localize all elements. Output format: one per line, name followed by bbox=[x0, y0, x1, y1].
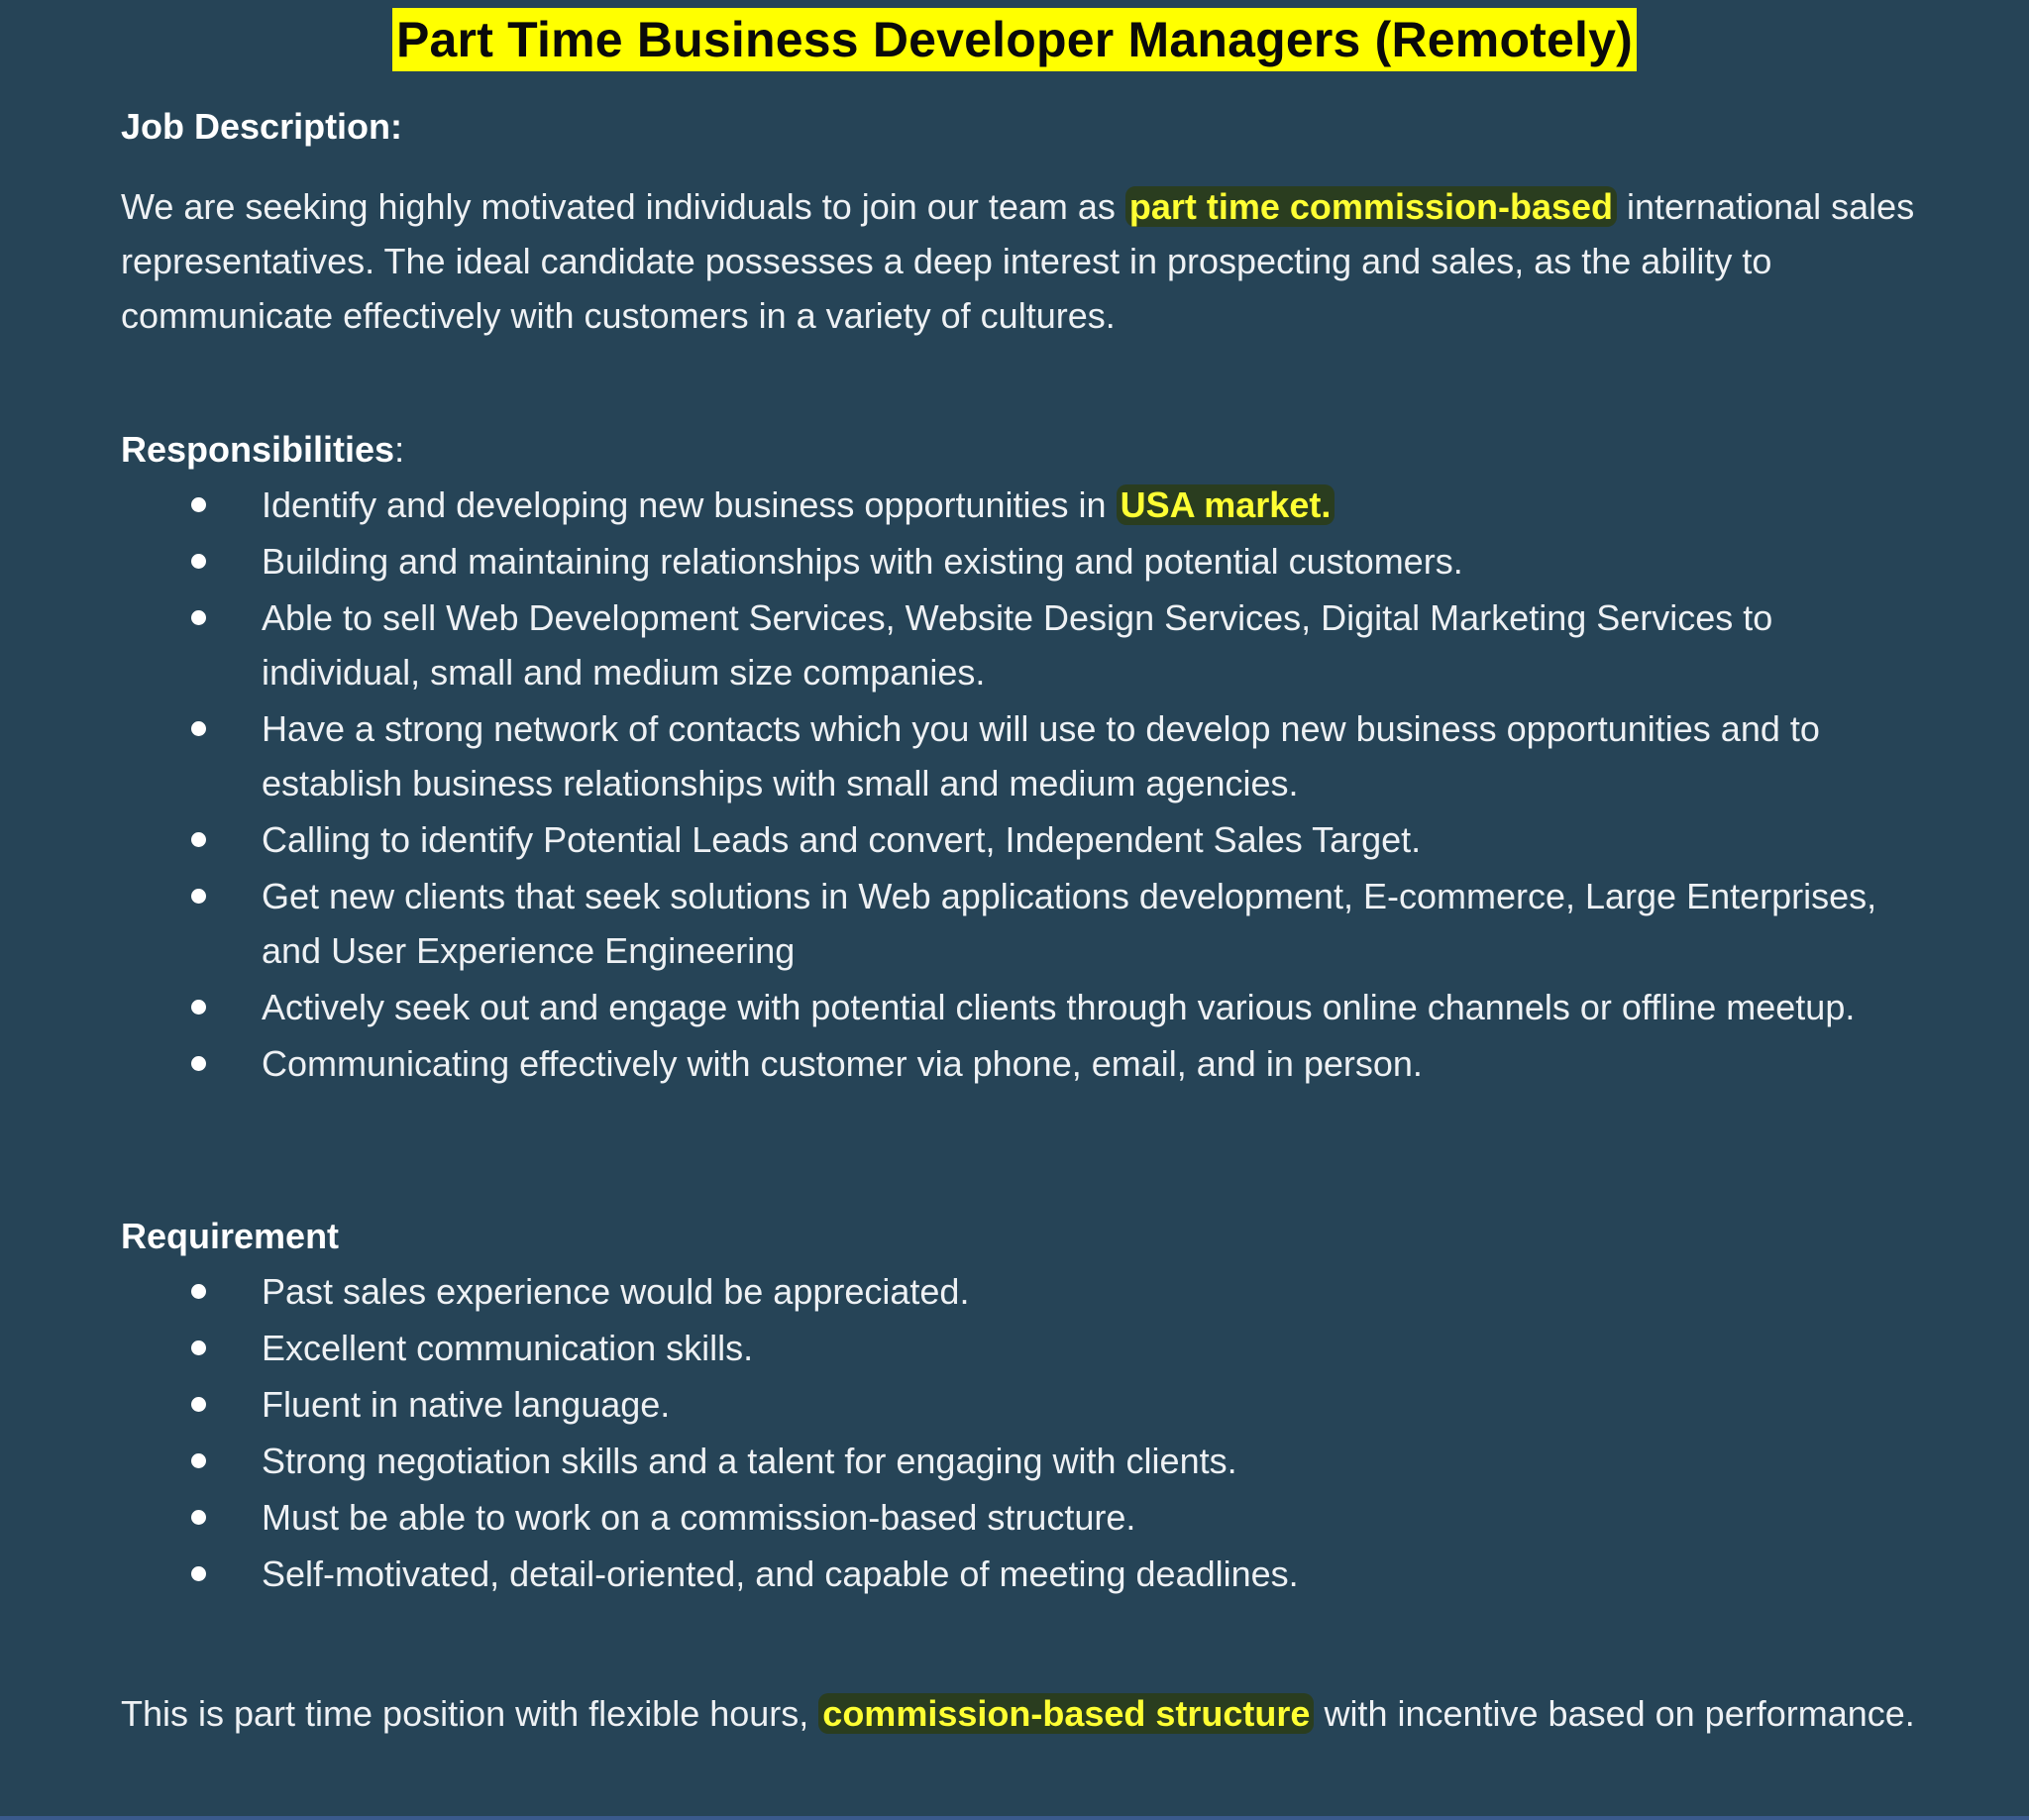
bullet-icon bbox=[191, 554, 206, 569]
bullet-icon bbox=[191, 497, 206, 512]
job-description-text bbox=[121, 179, 1964, 343]
title-container bbox=[0, 8, 2029, 71]
closing-text-end: with incentive based on performance. bbox=[1314, 1693, 1915, 1734]
list-item bbox=[0, 590, 1926, 699]
list-item-text: Excellent communication skills. bbox=[262, 1328, 754, 1368]
bullet-icon bbox=[191, 1340, 206, 1355]
job-description-heading: Job Description: bbox=[121, 106, 403, 147]
job-description-highlight: part time commission-based bbox=[1125, 186, 1617, 227]
responsibilities-list bbox=[0, 478, 2029, 1093]
list-item-text: Identify and developing new business opportunities in bbox=[262, 484, 1117, 525]
list-item bbox=[0, 478, 1926, 532]
list-item-highlight: USA market. bbox=[1117, 484, 1335, 525]
responsibilities-heading-label: Responsibilities bbox=[121, 429, 395, 470]
bullet-icon bbox=[191, 889, 206, 904]
list-item bbox=[0, 1490, 1926, 1545]
list-item bbox=[0, 980, 1926, 1034]
list-item bbox=[0, 1321, 1926, 1375]
list-item-text: Actively seek out and engage with potential clients through various online channels or offline meetup. bbox=[262, 987, 1856, 1027]
bullet-icon bbox=[191, 1284, 206, 1299]
list-item-text: Must be able to work on a commission-based structure. bbox=[262, 1497, 1136, 1538]
list-item-text: Calling to identify Potential Leads and convert, Independent Sales Target. bbox=[262, 819, 1422, 860]
closing-text-start: This is part time position with flexible hours, bbox=[121, 1693, 819, 1734]
responsibilities-heading bbox=[121, 428, 404, 472]
closing-highlight: commission-based structure bbox=[818, 1693, 1314, 1734]
list-item-text: Able to sell Web Development Services, Website Design Services, Digital Marketing Services to individual, small and medium size companies. bbox=[262, 597, 1773, 693]
list-item bbox=[0, 1434, 1926, 1488]
list-item-text: Communicating effectively with customer via phone, email, and in person. bbox=[262, 1043, 1423, 1084]
list-item-text: Building and maintaining relationships with existing and potential customers. bbox=[262, 541, 1463, 582]
list-item-text: Get new clients that seek solutions in Web applications development, E-commerce, Large Enterprises, and User Experience Engineering bbox=[262, 876, 1877, 971]
page-title: Part Time Business Developer Managers (Remotely) bbox=[392, 8, 1637, 71]
list-item bbox=[0, 701, 1926, 810]
job-description-text-start: We are seeking highly motivated individuals to join our team as bbox=[121, 186, 1125, 227]
bullet-icon bbox=[191, 1453, 206, 1468]
list-item bbox=[0, 1264, 1926, 1319]
job-description-text-end: international sales representatives. The ideal candidate possesses a deep interest in prospecting and sales, as the ability to communicate effectively with customers in a variety of cultures. bbox=[121, 186, 1915, 336]
list-item bbox=[0, 1547, 1926, 1601]
responsibilities-heading-colon: : bbox=[394, 429, 405, 470]
requirement-list bbox=[0, 1264, 2029, 1603]
bullet-icon bbox=[191, 721, 206, 736]
bullet-icon bbox=[191, 1566, 206, 1581]
bullet-icon bbox=[191, 1510, 206, 1525]
bottom-divider bbox=[0, 1816, 2029, 1820]
closing-text bbox=[121, 1686, 1964, 1741]
list-item bbox=[0, 812, 1926, 867]
list-item bbox=[0, 869, 1926, 978]
list-item bbox=[0, 534, 1926, 589]
bullet-icon bbox=[191, 1397, 206, 1412]
list-item-text: Self-motivated, detail-oriented, and capable of meeting deadlines. bbox=[262, 1553, 1299, 1594]
list-item-text: Strong negotiation skills and a talent for engaging with clients. bbox=[262, 1441, 1237, 1481]
bullet-icon bbox=[191, 832, 206, 847]
list-item bbox=[0, 1036, 1926, 1091]
bullet-icon bbox=[191, 610, 206, 625]
list-item-text: Have a strong network of contacts which you will use to develop new business opportunities and to establish business relationships with small and medium agencies. bbox=[262, 708, 1820, 803]
list-item bbox=[0, 1377, 1926, 1432]
requirement-heading: Requirement bbox=[121, 1216, 340, 1256]
bullet-icon bbox=[191, 1000, 206, 1015]
bullet-icon bbox=[191, 1056, 206, 1071]
list-item-text: Fluent in native language. bbox=[262, 1384, 671, 1425]
list-item-text: Past sales experience would be appreciated. bbox=[262, 1271, 970, 1312]
